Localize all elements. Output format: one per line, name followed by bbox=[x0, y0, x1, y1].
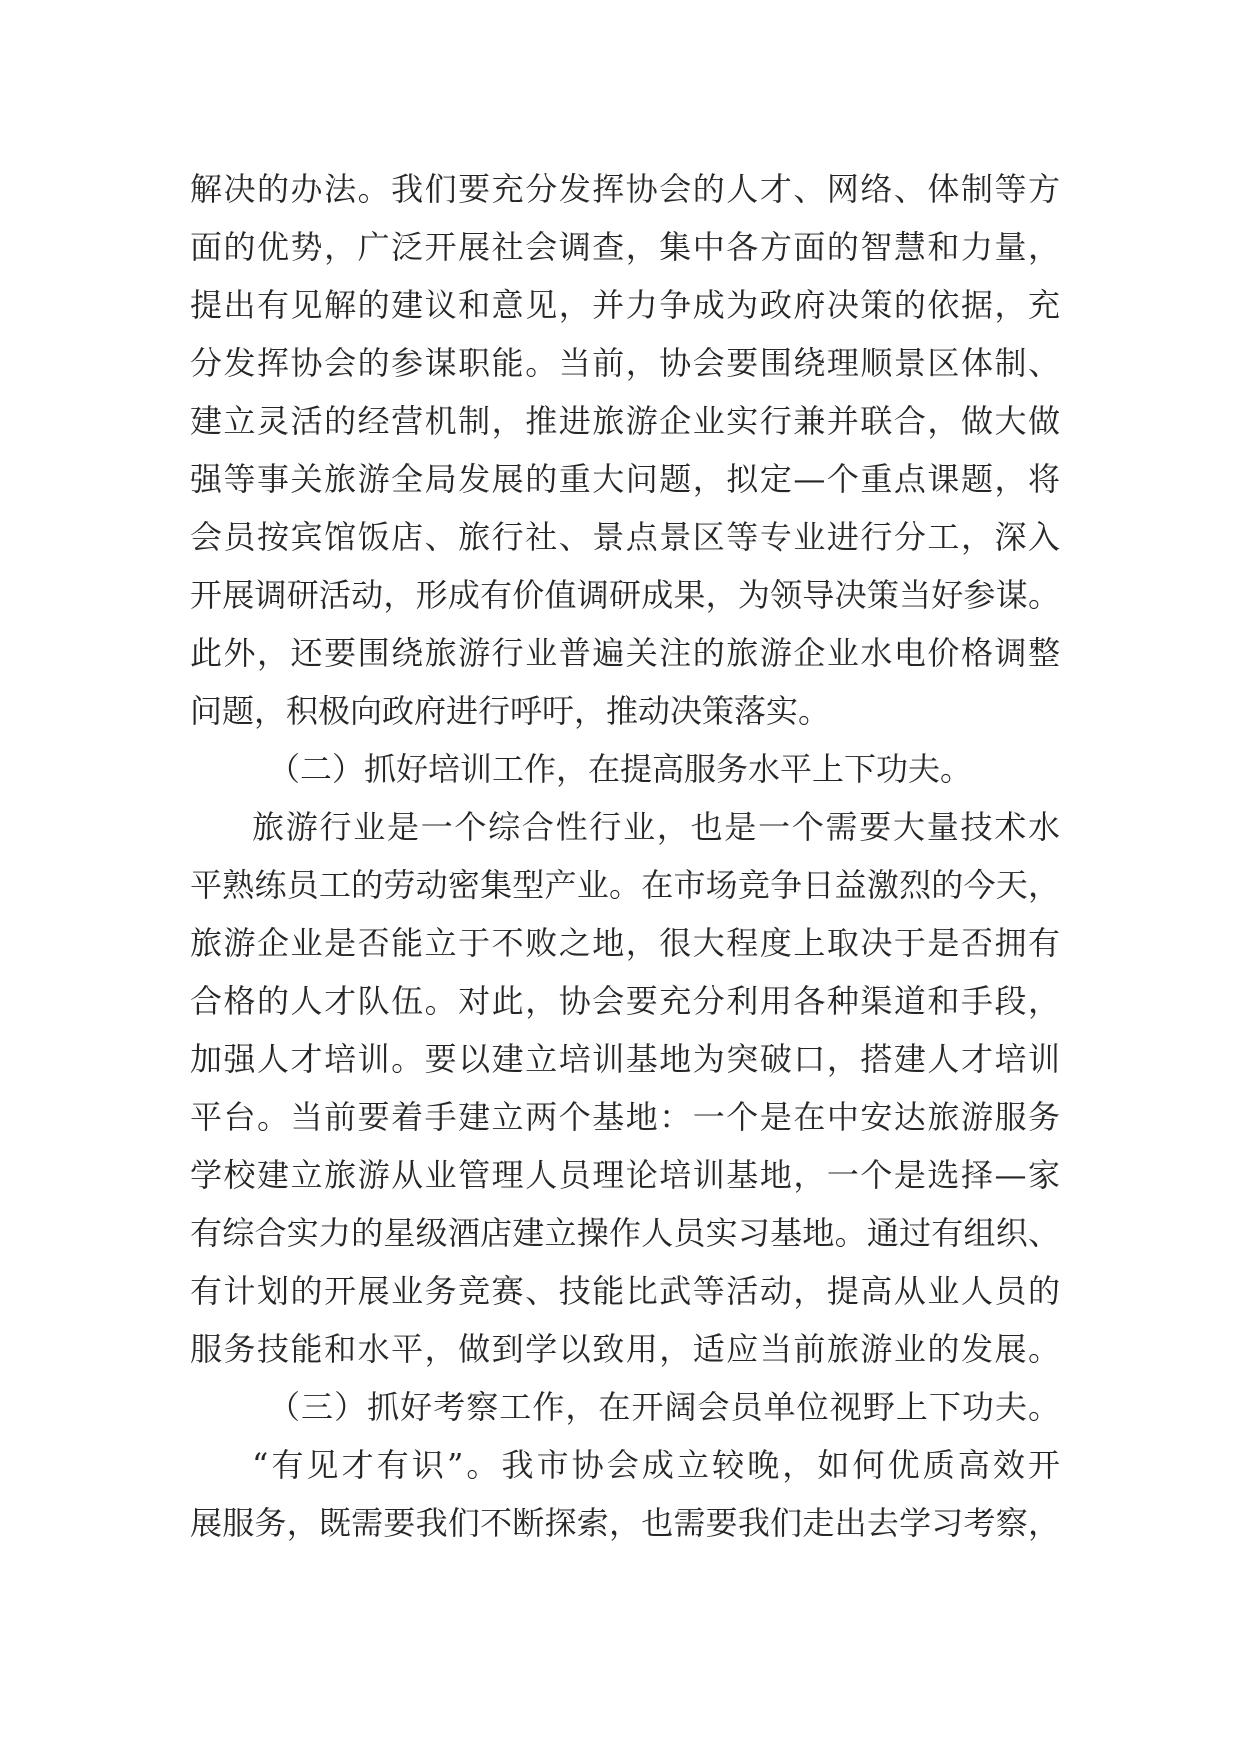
text-line: 平熟练员工的劳动密集型产业。在市场竞争日益激烈的今天， bbox=[190, 866, 1060, 904]
paragraph-first-line: 旅游行业是一个综合性行业，也是一个需要大量技术水 bbox=[252, 808, 1060, 846]
text-line: 面的优势，广泛开展社会调查，集中各方面的智慧和力量， bbox=[190, 228, 1060, 266]
paragraph-first-line: “有见才有识”。我市协会成立较晚，如何优质高效开 bbox=[252, 1446, 1060, 1484]
section-heading: （二）抓好培训工作，在提高服务水平上下功夫。 bbox=[268, 750, 973, 788]
text-line: 强等事关旅游全局发展的重大问题，拟定—个重点课题，将 bbox=[190, 460, 1060, 498]
text-line: 会员按宾馆饭店、旅行社、景点景区等专业进行分工，深入 bbox=[190, 518, 1060, 556]
text-line: 问题，积极向政府进行呼吁，推动决策落实。 bbox=[190, 692, 831, 730]
text-line: 有计划的开展业务竞赛、技能比武等活动，提高从业人员的 bbox=[190, 1272, 1060, 1310]
body-text bbox=[190, 160, 1060, 1552]
text-line: 合格的人才队伍。对此，协会要充分利用各种渠道和手段， bbox=[190, 982, 1060, 1020]
text-line: 平台。当前要着手建立两个基地：一个是在中安达旅游服务 bbox=[190, 1098, 1060, 1136]
text-line: 服务技能和水平，做到学以致用，适应当前旅游业的发展。 bbox=[190, 1330, 1060, 1368]
text-line: 分发挥协会的参谋职能。当前，协会要围绕理顺景区体制、 bbox=[190, 344, 1060, 382]
text-line: 此外，还要围绕旅游行业普遍关注的旅游企业水电价格调整 bbox=[190, 634, 1060, 672]
text-line: 展服务，既需要我们不断探索，也需要我们走出去学习考察， bbox=[190, 1504, 1060, 1542]
text-line: 学校建立旅游从业管理人员理论培训基地，一个是选择—家 bbox=[190, 1156, 1060, 1194]
text-line: 开展调研活动，形成有价值调研成果，为领导决策当好参谋。 bbox=[190, 576, 1060, 614]
text-line: 旅游企业是否能立于不败之地，很大程度上取决于是否拥有 bbox=[190, 924, 1060, 962]
text-line: 建立灵活的经营机制，推进旅游企业实行兼并联合，做大做 bbox=[190, 402, 1060, 440]
text-line: 提出有见解的建议和意见，并力争成为政府决策的依据，充 bbox=[190, 286, 1060, 324]
section-heading: （三）抓好考察工作，在开阔会员单位视野上下功夫。 bbox=[268, 1388, 1060, 1426]
text-line: 加强人才培训。要以建立培训基地为突破口，搭建人才培训 bbox=[190, 1040, 1060, 1078]
text-line: 解决的办法。我们要充分发挥协会的人才、网络、体制等方 bbox=[190, 170, 1060, 208]
text-line: 有综合实力的星级酒店建立操作人员实习基地。通过有组织、 bbox=[190, 1214, 1060, 1252]
